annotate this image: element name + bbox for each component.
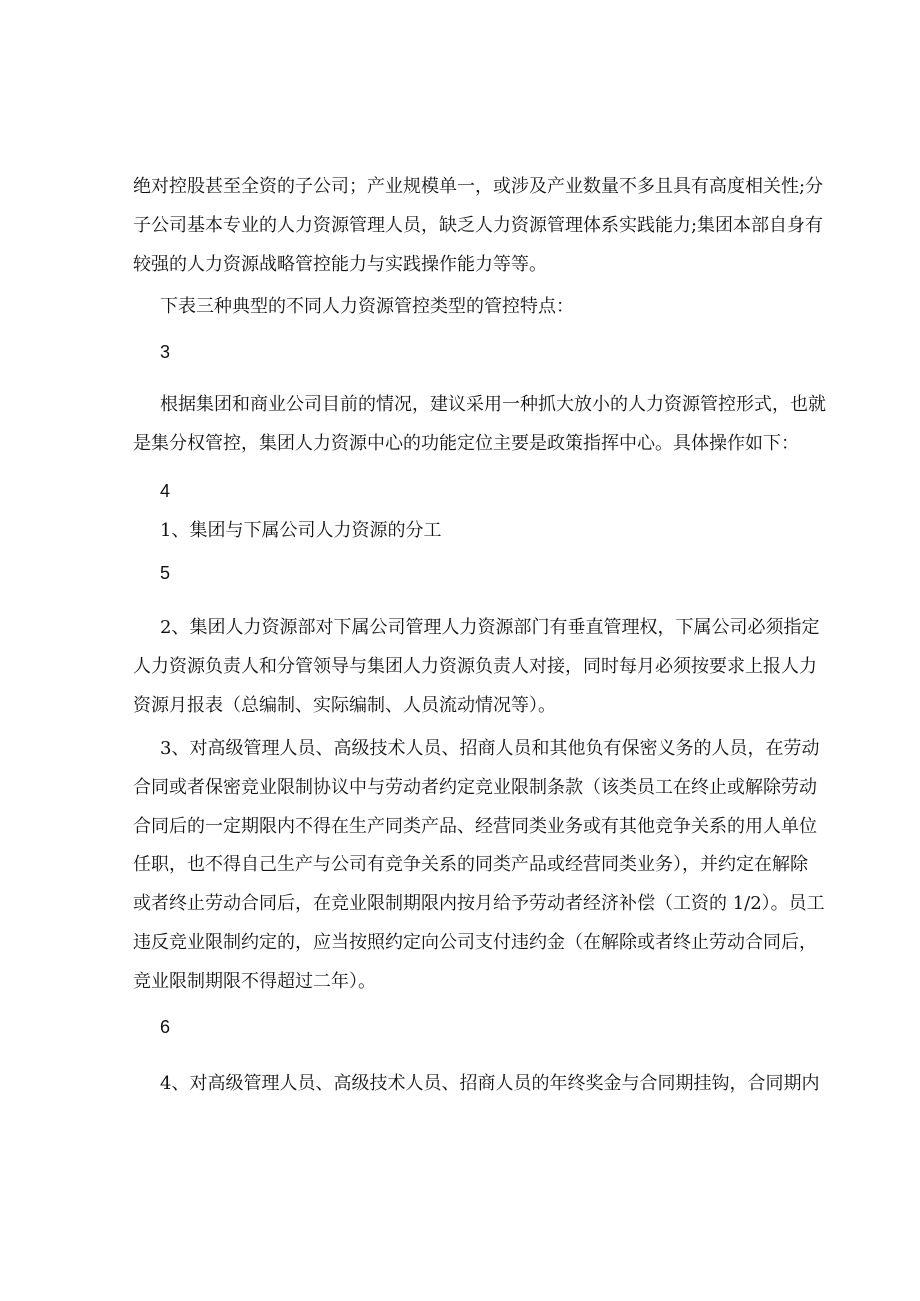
- paragraph-line: 2、集团人力资源部对下属公司管理人力资源部门有垂直管理权，下属公司必须指定: [160, 617, 820, 638]
- section-marker: 5: [160, 563, 171, 583]
- paragraph-line: 4、对高级管理人员、高级技术人员、招商人员的年终奖金与合同期挂钩，合同期内: [160, 1073, 820, 1094]
- paragraph-line: 较强的人力资源战略管控能力与实践操作能力等等。: [133, 254, 547, 275]
- paragraph-line: 违反竞业限制约定的，应当按照约定向公司支付违约金（在解除或者终止劳动合同后，: [133, 932, 817, 953]
- paragraph-line: 或者终止劳动合同后，在竞业限制期限内按月给予劳动者经济补偿（工资的 1/2）。员工: [133, 893, 825, 914]
- section-marker: 6: [160, 1017, 171, 1037]
- paragraph-line: 子公司基本专业的人力资源管理人员，缺乏人力资源管理体系实践能力;集团本部自身有: [133, 215, 824, 236]
- paragraph-line: 合同或者保密竞业限制协议中与劳动者约定竞业限制条款（该类员工在终止或解除劳动: [133, 777, 817, 798]
- paragraph-line: 任职，也不得自己生产与公司有竞争关系的同类产品或经营同类业务），并约定在解除: [133, 854, 808, 875]
- paragraph-line: 绝对控股甚至全资的子公司；产业规模单一，或涉及产业数量不多且具有高度相关性;分: [133, 176, 824, 197]
- paragraph-line: 3、对高级管理人员、高级技术人员、招商人员和其他负有保密义务的人员，在劳动: [160, 738, 820, 759]
- section-marker: 3: [160, 342, 171, 362]
- paragraph-line: 合同后的一定期限内不得在生产同类产品、经营同类业务或有其他竞争关系的用人单位: [133, 816, 817, 837]
- section-marker: 4: [160, 481, 171, 501]
- paragraph-line: 下表三种典型的不同人力资源管控类型的管控特点：: [160, 296, 574, 317]
- list-item: 1、集团与下属公司人力资源的分工: [160, 520, 442, 541]
- paragraph-line: 竞业限制期限不得超过二年）。: [133, 971, 376, 992]
- paragraph-line: 人力资源负责人和分管领导与集团人力资源负责人对接，同时每月必须按要求上报人力: [133, 656, 817, 677]
- paragraph-line: 资源月报表（总编制、实际编制、人员流动情况等）。: [133, 695, 556, 716]
- paragraph-line: 根据集团和商业公司目前的情况，建议采用一种抓大放小的人力资源管控形式，也就: [160, 394, 826, 415]
- paragraph-line: 是集分权管控，集团人力资源中心的功能定位主要是政策指挥中心。具体操作如下：: [133, 433, 799, 454]
